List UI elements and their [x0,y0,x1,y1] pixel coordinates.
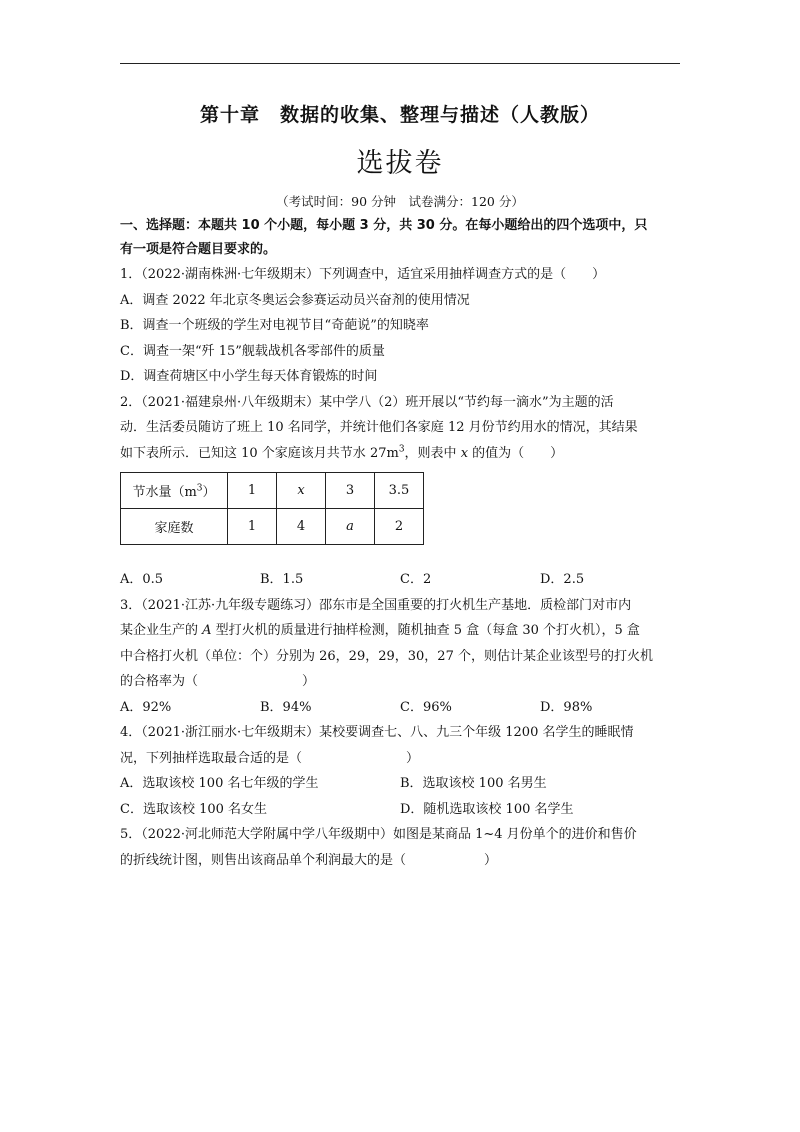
stem-text: 型打火机的质量进行抽样检测，随机抽查 5 盒（每盒 30 个打火机），5 盒 [211,623,640,638]
question-stem [120,441,680,467]
question-stem: 的合格率为（ ） [120,674,316,689]
table-cell: 3 [326,473,375,509]
question-5 [120,822,680,873]
question-stem: 5．（2022·河北师范大学附属中学八年级期中）如图是某商品 1~4 月份单个的进价和售价 [120,827,637,842]
question-stem: 3．（2021·江苏·九年级专题练习）邵东市是全国重要的打火机生产基地．质检部门对市内 [120,597,632,613]
questions-content [120,214,680,873]
question-stem: 况，下列抽样选取最合适的是（ ） [120,750,420,766]
option-a[interactable]: A．92% [120,699,172,715]
table-cell: x [277,473,326,509]
question-stem: 4．（2021·浙江丽水·七年级期末）某校要调查七、八、九三个年级 1200 名学生的睡眠情 [120,725,634,740]
option-b[interactable]: B．1.5 [260,572,304,587]
stem-text: 某企业生产的 [120,623,203,638]
option-c[interactable]: C．2 [400,572,432,587]
table-cell: 4 [277,509,326,545]
stem-text: 的值为（ ） [468,445,564,461]
page-title: 第十章 数据的收集、整理与描述（人教版） [199,104,600,126]
option-c[interactable]: C．96% [400,699,452,715]
question-stem [120,618,680,644]
table-cell: 1 [228,473,277,509]
question-stem: 的折线统计图，则售出该商品单个利润最大的是（ ） [120,852,498,868]
question-stem: 动．生活委员随访了班上 10 名同学，并统计他们各家庭 12 月份节约用水的情况，其结果 [120,420,638,435]
option-d[interactable]: D．调查荷塘区中小学生每天体育锻炼的时间 [120,369,378,384]
variable-a: A [202,623,212,638]
table-cell: 3.5 [375,473,424,509]
option-c[interactable]: C．选取该校 100 名女生 [120,801,268,817]
question-stem: 中合格打火机（单位：个）分别为 26，29，29，30，27 个，则估计某企业该型号的打火机 [120,648,653,664]
page-subtitle: 选拔卷 [356,148,444,179]
exam-info: （考试时间：90 分钟 试卷满分：120 分） [276,194,524,209]
options-row [120,771,680,797]
table-cell: 1 [228,509,277,545]
section-heading-line: 有一项是符合题目要求的。 [120,242,277,257]
option-b[interactable]: B．94% [260,699,312,715]
stem-text: ，则表中 [404,445,461,461]
table-header-cell: 节水量$(m^3)$ [121,473,228,509]
option-a[interactable]: A．调查 2022 年北京冬奥运会参赛运动员兴奋剂的使用情况 [120,292,470,308]
options-row [120,695,680,721]
options-row [120,567,680,593]
superscript: 3 [398,444,405,455]
question-stem: 2．（2021·福建泉州·八年级期末）某中学八（2）班开展以“节约每一滴水”为主题的活 [120,394,614,410]
question-4 [120,720,680,822]
table-cell: 2 [375,509,424,545]
option-d[interactable]: D．2.5 [540,572,585,587]
section-heading [120,214,680,262]
option-a[interactable]: A．0.5 [120,572,164,587]
table-row [121,509,424,545]
option-b[interactable]: B．调查一个班级的学生对电视节目“奇葩说”的知晓率 [120,318,429,333]
header-rule [120,63,680,64]
option-a[interactable]: A．选取该校 100 名七年级的学生 [120,776,319,791]
table-header-cell: 家庭数 [121,509,228,545]
option-c[interactable]: C．调查一架“歼 15”舰载战机各零部件的质量 [120,343,385,359]
section-heading-line: 一、选择题：本题共 10 个小题，每小题 3 分，共 30 分。在每小题给出的四个选项中，只 [120,218,648,233]
table-cell: a [326,509,375,545]
question-2 [120,390,680,593]
water-saving-table [120,472,424,545]
variable-x: x [460,445,469,461]
table-row [121,473,424,509]
options-row [120,797,680,823]
stem-text: 如下表所示．已知这 10 个家庭该月共节水 27m [120,445,399,461]
option-d[interactable]: D．随机选取该校 100 名学生 [400,801,574,817]
question-stem: 1．（2022·湖南株洲·七年级期末）下列调查中，适宜采用抽样调查方式的是（ ） [120,267,606,282]
question-3 [120,593,680,721]
option-d[interactable]: D．98% [540,699,593,715]
question-1 [120,262,680,390]
option-b[interactable]: B．选取该校 100 名男生 [400,776,547,791]
